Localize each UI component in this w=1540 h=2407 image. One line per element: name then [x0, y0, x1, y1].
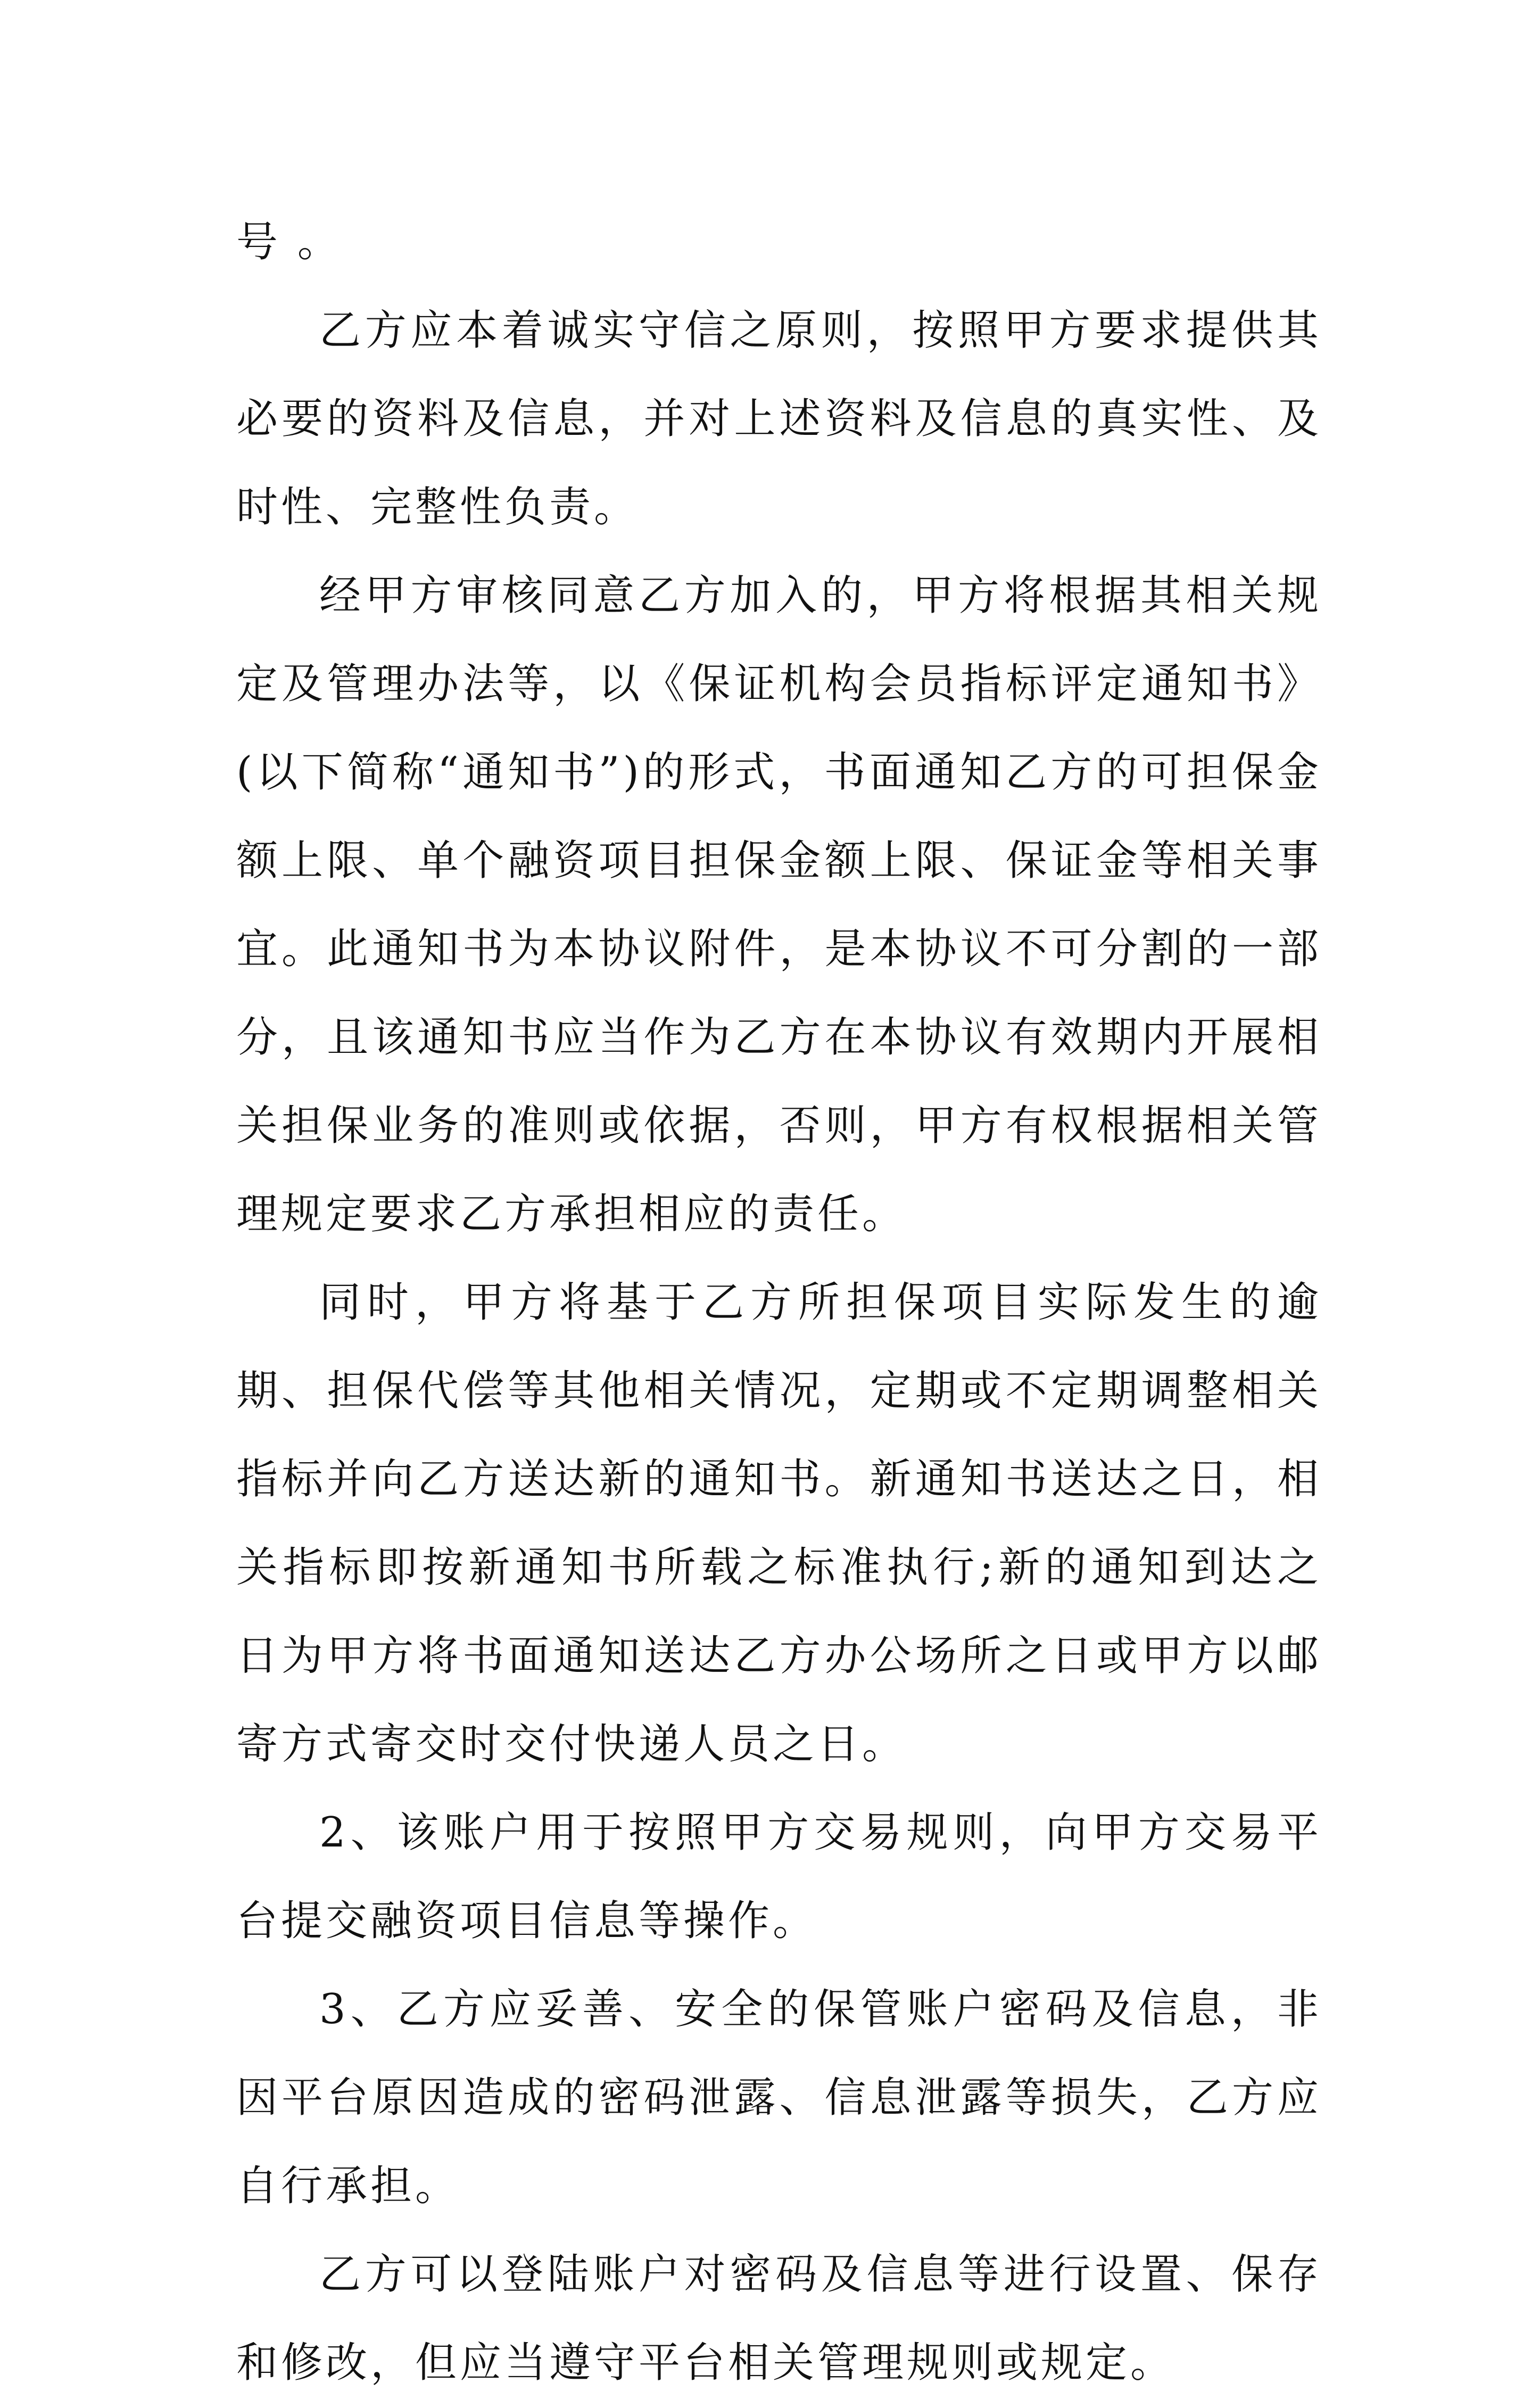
paragraph-continuation: 号 。 [236, 218, 342, 266]
paragraph-clause-3: 3、乙方应妥善、安全的保管账户密码及信息，非因平台原因造成的密码泄露、信息泄露等损失，乙方应自行承担。 [236, 1985, 1322, 2210]
paragraph-account-settings: 乙方可以登陆账户对密码及信息等进行设置、保存和修改，但应当遵守平台相关管理规则或规定。 [236, 2251, 1322, 2387]
paragraph-notice-issuance: 经甲方审核同意乙方加入的，甲方将根据其相关规定及管理办法等，以《保证机构会员指标评定通知书》(以下简称“通知书”)的形式，书面通知乙方的可担保金额上限、单个融资项目担保金额上限、保证金等相关事宜。此通知书为本协议附件，是本协议不可分割的一部分，且该通知书应当作为乙方在本协议有效期内开展相关担保业务的准则或依据，否则，甲方有权根据相关管理规定要求乙方承担相应的责任。 [236, 572, 1322, 1238]
paragraph-clause-2: 2、该账户用于按照甲方交易规则，向甲方交易平台提交融资项目信息等操作。 [236, 1809, 1322, 1945]
document-body [236, 198, 1322, 2407]
paragraph-disclosure-duty: 乙方应本着诚实守信之原则，按照甲方要求提供其必要的资料及信息，并对上述资料及信息的真实性、及时性、完整性负责。 [236, 307, 1322, 531]
paragraph-indicator-adjustment: 同时，甲方将基于乙方所担保项目实际发生的逾期、担保代偿等其他相关情况，定期或不定期调整相关指标并向乙方送达新的通知书。新通知书送达之日，相关指标即按新通知书所载之标准执行;新的通知到达之日为甲方将书面通知送达乙方办公场所之日或甲方以邮寄方式寄交时交付快递人员之日。 [236, 1279, 1322, 1768]
